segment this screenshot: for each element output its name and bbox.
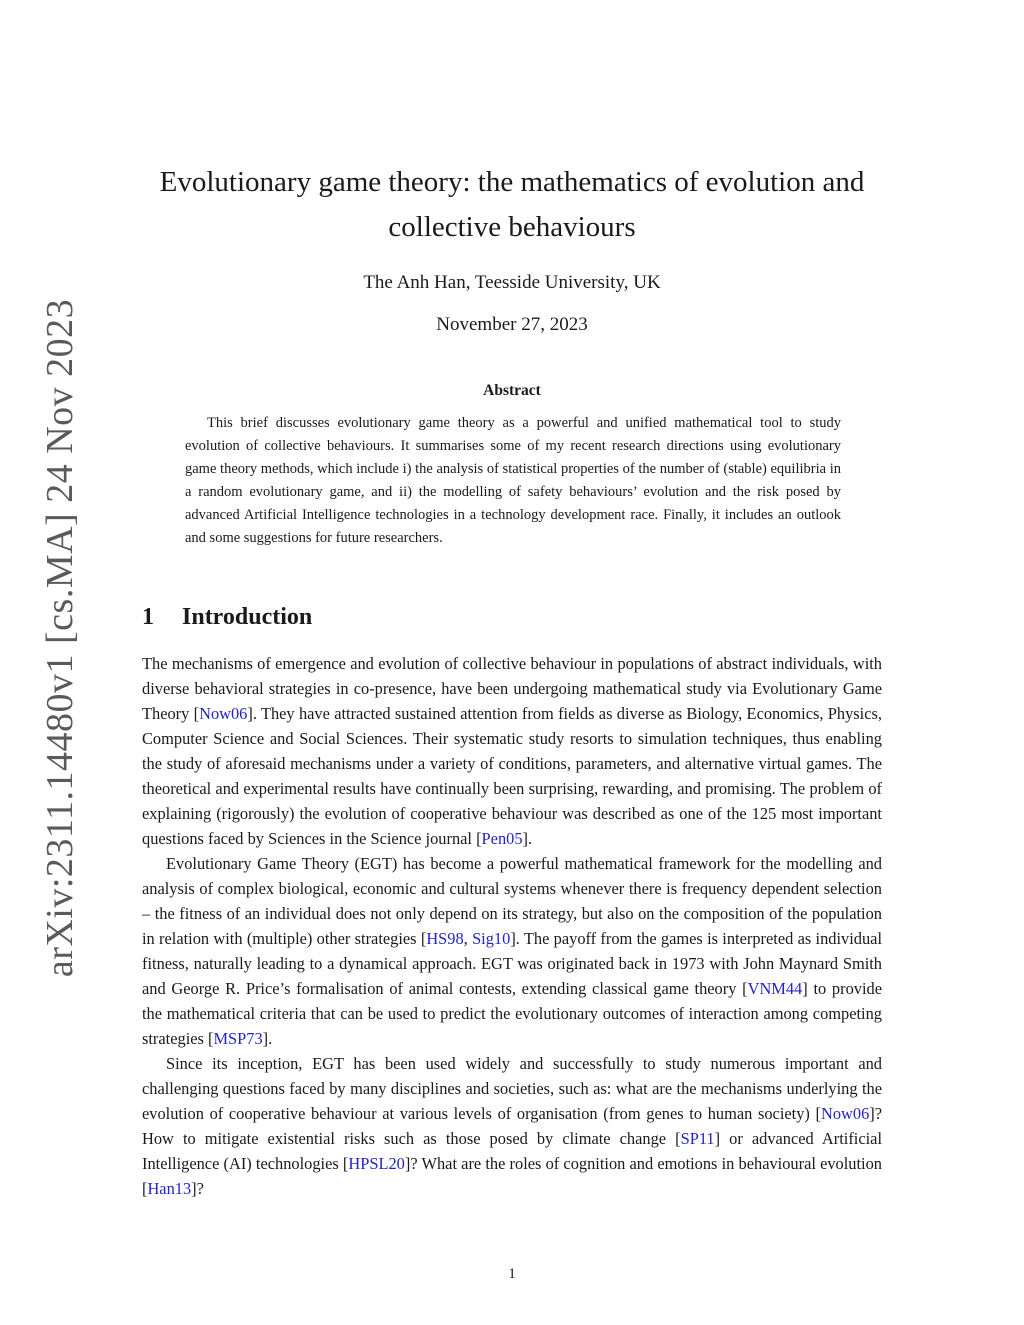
citation-link[interactable]: Now06 — [821, 1104, 870, 1123]
paragraph-2 — [142, 851, 882, 1051]
paragraph-text: ] to provide the mathematical criteria that can be used to predict the evolutionary outcomes of interaction among competing strategies [ — [142, 979, 882, 1048]
title-line-2: collective behaviours — [388, 211, 636, 243]
citation-link[interactable]: Han13 — [147, 1179, 192, 1198]
paragraph-text: ]. — [522, 829, 533, 848]
title-line-1: Evolutionary game theory: the mathematics of evolution and — [159, 166, 865, 198]
publication-date: November 27, 2023 — [436, 314, 588, 335]
paragraph-text: Evolutionary Game Theory (EGT) has become a powerful mathematical framework for the modelling and analysis of complex biological, economic and cultural systems whenever there is frequency dependent selection – the fitness of an individual does not only depend on its strategy, but also on the composition of the population in relation with (multiple) other strategies [ — [142, 854, 882, 948]
paragraph-text: ] or advanced Artificial Intelligence (AI) technologies [ — [142, 1129, 882, 1173]
section-title: Introduction — [182, 604, 313, 630]
section-body — [142, 651, 882, 1201]
page-number: 1 — [508, 1266, 516, 1282]
citation-link[interactable]: Sig10 — [472, 929, 511, 948]
paragraph-text: Since its inception, EGT has been used widely and successfully to study numerous important and challenging questions faced by many disciplines and societies, such as: what are the mechanisms underlying the evolution of cooperative behaviour at various levels of organisation (from genes to human society) [ — [142, 1054, 882, 1123]
paragraph-text: ]? What are the roles of cognition and emotions in behavioural evolution [ — [142, 1154, 882, 1198]
citation-link[interactable]: VNM44 — [747, 979, 803, 998]
citation-link[interactable]: Now06 — [199, 704, 248, 723]
paragraph-text: ]. The payoff from the games is interpreted as individual fitness, naturally leading to a dynamical approach. EGT was originated back in 1973 with John Maynard Smith and George R. Price’s formalisation of animal contests, extending classical game theory [ — [142, 929, 883, 998]
abstract-text: This brief discusses evolutionary game theory as a powerful and unified mathematical tool to study evolution of collective behaviours. It summarises some of my recent research directions using evolutionary game theory methods, which include i) the analysis of statistical properties of the number of (stable) equilibria in a random evolutionary game, and ii) the modelling of safety behaviours’ evolution and the risk posed by advanced Artificial Intelligence technologies in a technology development race. Finally, it includes an outlook and some suggestions for future researchers. — [185, 415, 841, 546]
paragraph-text: ]? How to mitigate existential risks such as those posed by climate change [ — [142, 1104, 882, 1148]
author-line: The Anh Han, Teesside University, UK — [363, 272, 661, 293]
arxiv-identifier: arXiv:2311.14480v1 [cs.MA] 24 Nov 2023 — [39, 298, 81, 978]
citation-link[interactable]: MSP73 — [213, 1029, 263, 1048]
paragraph-text: ]. — [262, 1029, 273, 1048]
paper-title — [140, 160, 884, 250]
paragraph-text: The mechanisms of emergence and evolution of collective behaviour in populations of abstract individuals, with diverse behavioral strategies in co-presence, have been undergoing mathematical study via Evolutionary Game Theory [ — [142, 654, 882, 723]
paragraph-text: ]. They have attracted sustained attention from fields as diverse as Biology, Economics, Physics, Computer Science and Social Sciences. Their systematic study resorts to simulation techniques, thus enabling the study of aforesaid mechanisms under a variety of conditions, parameters, and alternative virtual games. The theoretical and experimental results have continually been surprising, rewarding, and promising. The problem of explaining (rigorously) the evolution of cooperative behaviour was described as one of the 125 most important questions faced by Sciences in the Science journal [ — [142, 704, 882, 848]
citation-link[interactable]: Pen05 — [481, 829, 523, 848]
paragraph-3 — [142, 1051, 882, 1201]
citation-link[interactable]: HS98 — [426, 929, 464, 948]
citation-link[interactable]: SP11 — [680, 1129, 715, 1148]
section-heading — [142, 604, 312, 631]
paragraph-text: , — [463, 929, 473, 948]
abstract-heading: Abstract — [483, 382, 541, 399]
paragraph-1 — [142, 651, 882, 851]
citation-link[interactable]: HPSL20 — [348, 1154, 405, 1173]
section-number: 1 — [142, 604, 154, 630]
paragraph-text: ]? — [191, 1179, 204, 1198]
